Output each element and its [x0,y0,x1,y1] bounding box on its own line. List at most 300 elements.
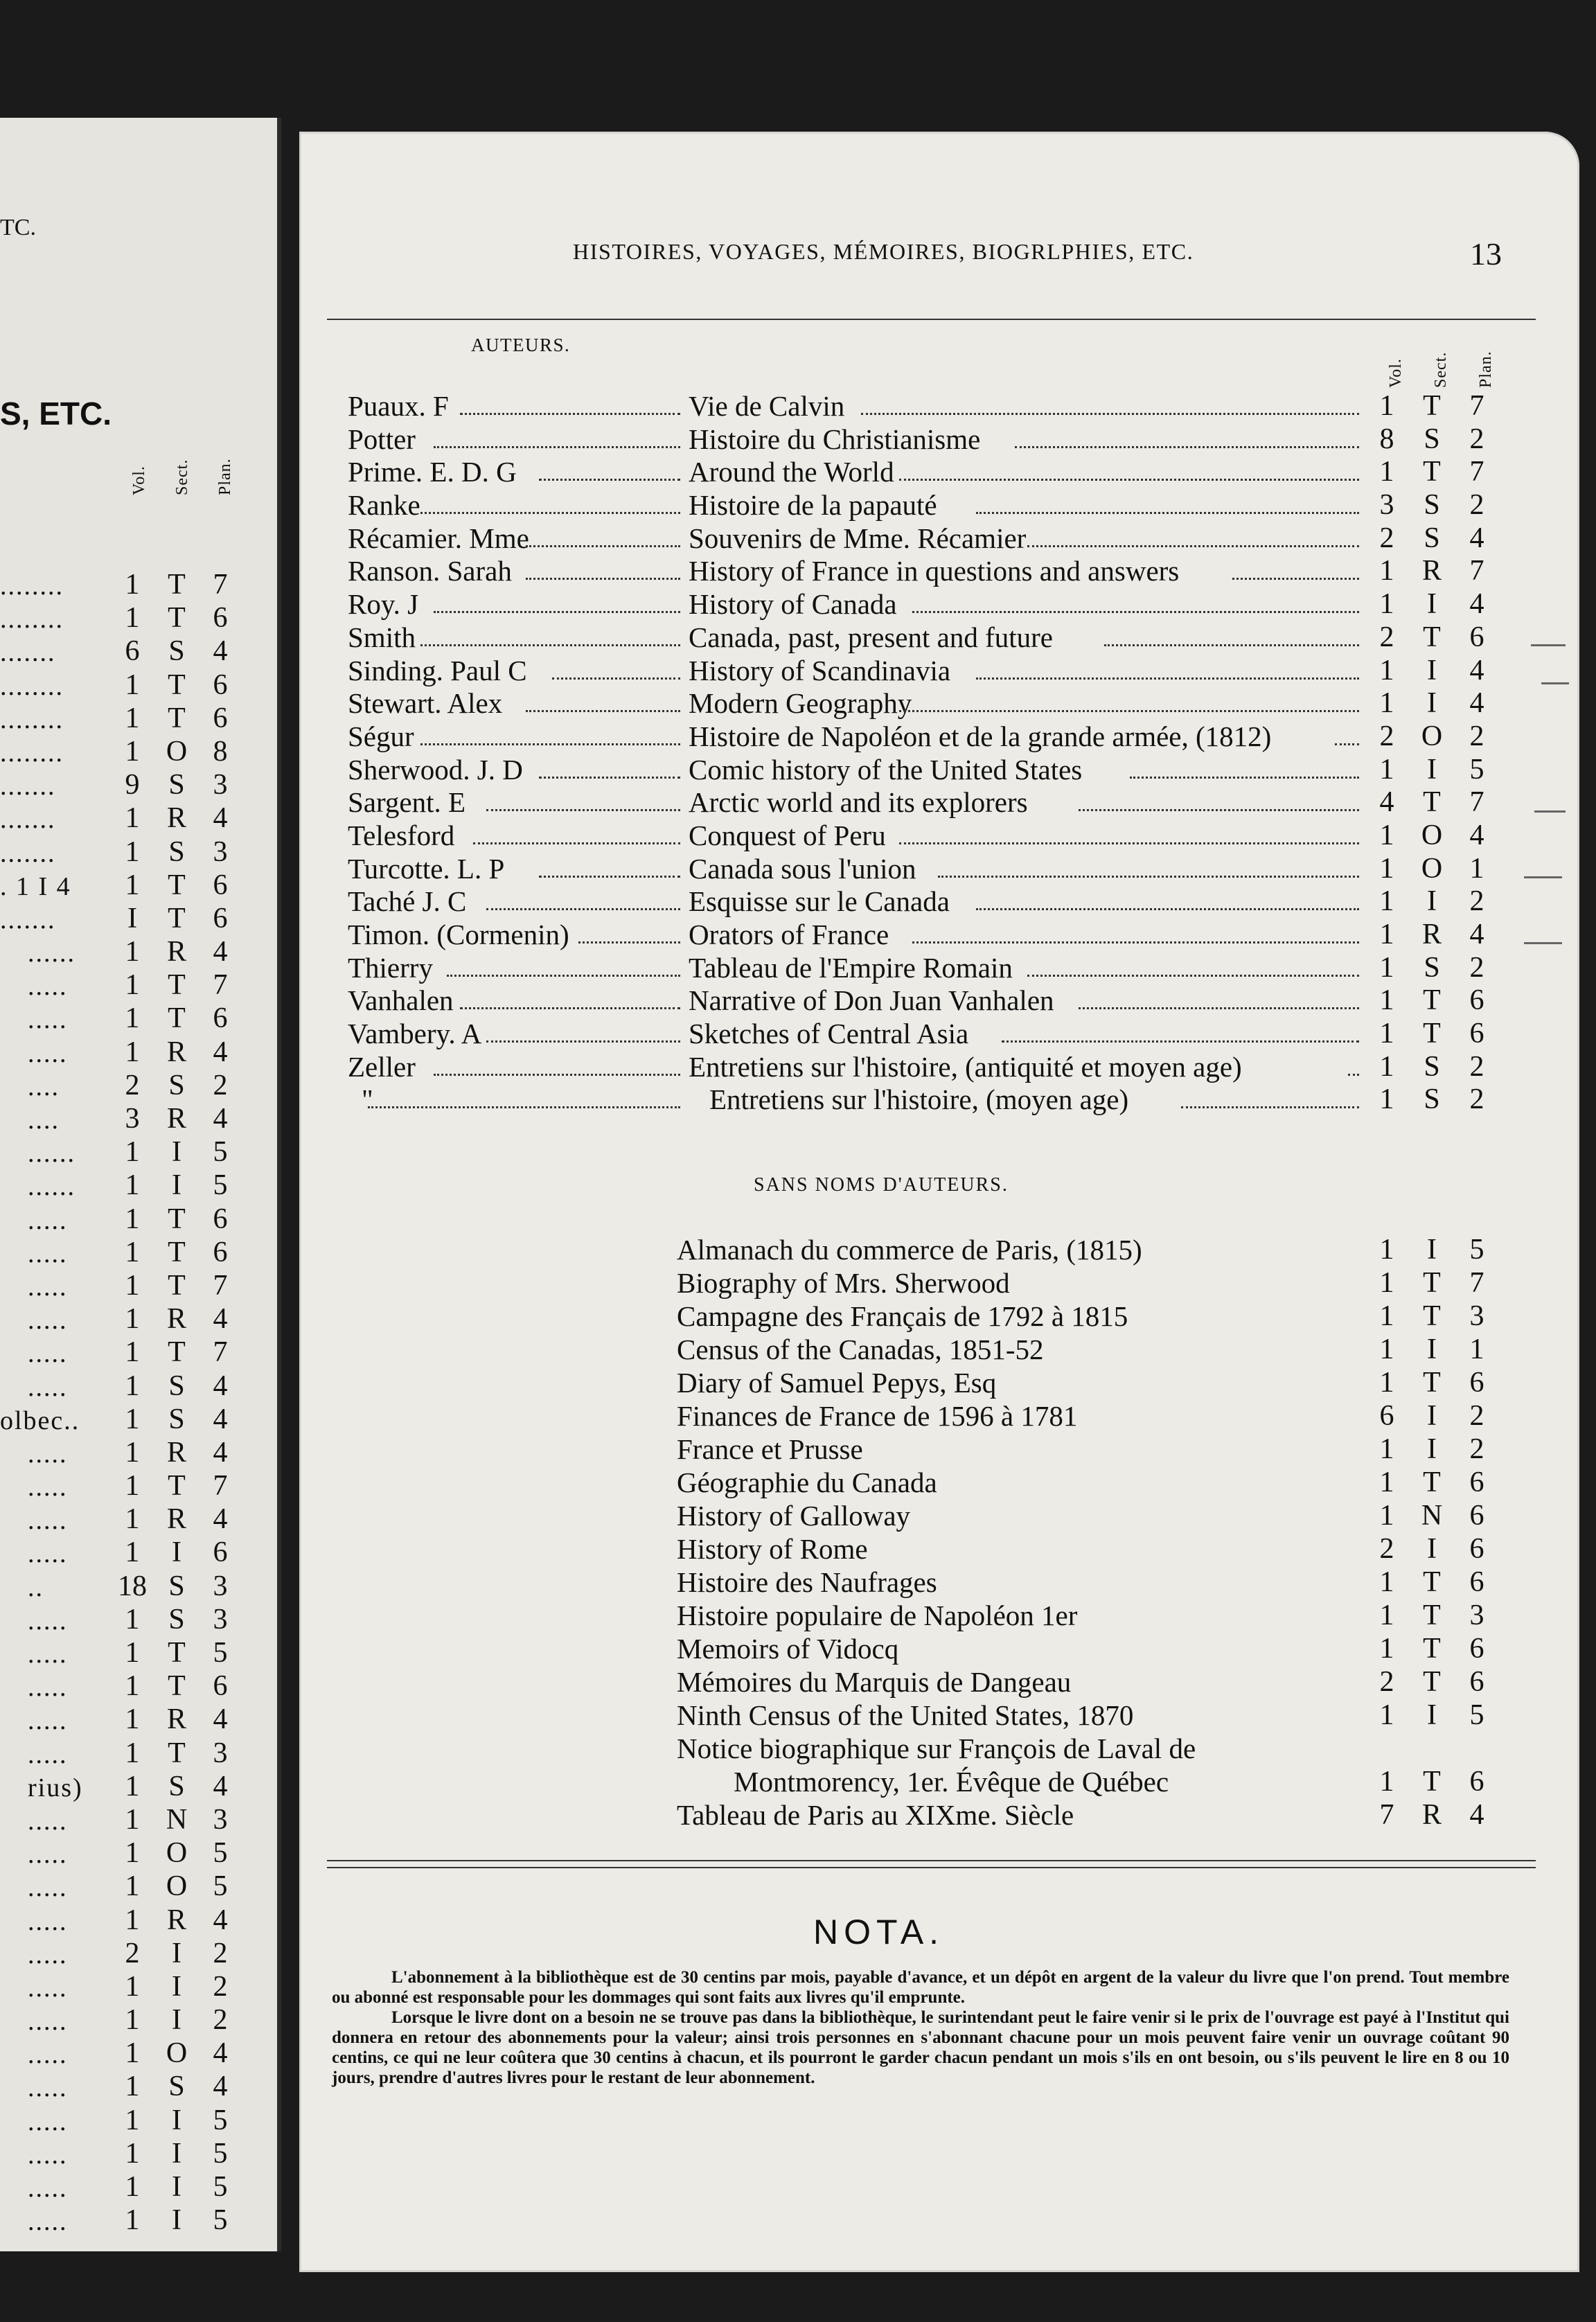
book-title: Census of the Canadas, 1851-52 [677,1333,1044,1365]
left-row-sect: O [166,1870,188,1903]
left-row-vol: 1 [125,2171,140,2203]
left-table-row [0,1970,277,2003]
anonymous-row-sect: T [1423,1466,1441,1498]
left-row-lead: ..... [28,1506,68,1536]
book-title: Notice biographique sur François de Laval de [677,1732,1196,1764]
left-row-sect: T [168,1002,186,1035]
left-row-plan: 4 [213,802,228,835]
dot-leader [1130,763,1359,779]
left-row-plan: 4 [213,635,228,668]
author-row-plan: 4 [1469,654,1484,686]
author-row-vol: 1 [1379,885,1394,918]
left-row-lead: ....... [0,772,56,801]
left-table-row [0,601,277,635]
author-row-plan: 4 [1469,687,1484,720]
anonymous-row [677,1632,1543,1665]
author-row-sect: T [1423,984,1441,1017]
left-row-vol: 1 [125,1536,140,1569]
left-row-vol: 1 [125,1770,140,1802]
anonymous-row-sect: I [1427,1533,1437,1565]
left-row-vol: 1 [125,668,140,701]
author-row-plan: 7 [1469,456,1484,488]
author-row-vol: 2 [1379,621,1394,653]
anonymous-row-plan: 3 [1469,1599,1484,1631]
left-row-sect: T [168,1470,186,1503]
left-row-vol: 18 [118,1570,147,1602]
dot-leader [1104,630,1359,646]
anonymous-row-sect: T [1423,1566,1441,1598]
left-row-sect: S [168,1069,185,1101]
anonymous-row-sect: R [1421,1799,1442,1831]
anonymous-row-vol: 1 [1379,1367,1394,1399]
author-name: Ségur [348,720,414,752]
anonymous-row-vol: 1 [1379,1333,1394,1365]
author-row-sect: I [1427,687,1437,720]
left-row-sect: I [172,2204,181,2237]
left-row-plan: 7 [213,1336,228,1369]
dot-leader [976,894,1359,910]
left-row-lead: ..... [28,1739,68,1769]
author-row-sect: T [1423,1018,1441,1050]
left-row-sect: I [172,1169,181,1202]
anonymous-row-sect: I [1427,1333,1437,1365]
author-row-plan: 1 [1469,852,1484,885]
left-table-row [0,902,277,935]
left-table-row [0,1770,277,1803]
left-row-plan: 5 [213,2204,228,2237]
anonymous-row-plan: 6 [1469,1766,1484,1798]
left-row-lead: ..... [28,1840,68,1870]
left-row-sect: T [168,1269,186,1302]
left-table-row [0,1503,277,1536]
author-row-vol: 1 [1379,456,1394,488]
left-table-row [0,1269,277,1302]
left-row-sect: R [166,1436,186,1469]
author-row-plan: 2 [1469,423,1484,455]
running-head: HISTOIRES, VOYAGES, MÉMOIRES, BIOGRLPHIES, ETC. [573,239,1194,264]
left-row-vol: 1 [125,2037,140,2070]
author-row-vol: 8 [1379,423,1394,455]
author-row-plan: 7 [1469,555,1484,587]
dot-leader [899,465,1359,481]
anonymous-row-plan: 2 [1469,1433,1484,1465]
left-row-lead: ..... [28,1940,68,1969]
left-row-vol: 1 [125,2104,140,2136]
author-name: Récamier. Mme [348,522,529,554]
left-row-sect: I [172,1536,181,1569]
author-row-plan: 7 [1469,786,1484,819]
left-row-vol: 9 [125,769,140,801]
dot-leader [1348,1060,1360,1076]
left-row-sect: T [168,1637,186,1669]
left-row-sect: I [172,2004,181,2037]
dot-leader [938,862,1360,878]
author-row-vol: 1 [1379,951,1394,984]
left-table-row [0,935,277,968]
author-row-sect: I [1427,588,1437,621]
dot-leader [539,763,680,779]
left-row-plan: 3 [213,1570,228,1602]
dot-leader [912,597,1360,613]
left-row-vol: 1 [125,1436,140,1469]
left-facing-page [0,118,281,2251]
left-col-plan-header: Plan. [216,458,234,495]
left-row-lead: ..... [28,1973,68,2003]
left-row-lead: ...... [28,1172,76,1202]
author-row-plan: 4 [1469,919,1484,950]
anonymous-row-vol: 1 [1379,1300,1394,1332]
left-row-plan: 5 [213,2137,228,2170]
left-table-row [0,1169,277,1202]
author-row [348,389,1525,423]
left-row-lead: ..... [28,1539,68,1569]
anonymous-row [677,1499,1543,1532]
author-name: Sinding. Paul C [348,654,527,686]
anonymous-row [677,1566,1543,1599]
left-row-plan: 6 [213,702,228,734]
author-name: Turcotte. L. P [348,852,505,885]
left-row-lead: ..... [28,1372,68,1402]
book-title: Histoire des Naufrages [677,1566,937,1598]
left-row-lead: ..... [28,1239,68,1268]
left-row-lead: ..... [28,972,68,1002]
author-name: Thierry [348,951,433,984]
left-row-sect: N [166,1803,188,1836]
book-title: Around the World [689,456,894,488]
left-row-lead: ........ [0,571,64,601]
left-row-lead: ........ [0,738,64,768]
book-title: Souvenirs de Mme. Récamier [689,522,1027,554]
left-row-lead: ....... [0,838,56,868]
left-table-row [0,1469,277,1503]
anonymous-row-vol: 2 [1379,1666,1394,1698]
dot-leader [1335,729,1359,745]
book-title: Diary of Samuel Pepys, Esq [677,1367,997,1399]
dot-leader [1002,1027,1359,1043]
left-row-plan: 4 [213,936,228,968]
dot-leader [526,564,680,580]
left-row-plan: 3 [213,835,228,868]
anonymous-row-plan: 6 [1469,1666,1484,1698]
book-title: Géographie du Canada [677,1466,937,1498]
left-col-vol-header: Vol. [130,466,148,495]
author-row-sect: S [1424,951,1440,984]
author-row-vol: 4 [1379,786,1394,819]
author-row-vol: 1 [1379,1050,1394,1083]
author-name: Sargent. E [348,786,466,819]
anonymous-row [677,1366,1543,1399]
anonymous-row-sect: T [1423,1267,1441,1299]
author-row [348,554,1525,587]
left-row-sect: S [168,1370,185,1402]
margin-mark [1541,682,1569,684]
anonymous-row-sect: T [1423,1367,1441,1399]
left-table-row [0,1737,277,1770]
author-row [348,686,1525,720]
anonymous-row-plan: 6 [1469,1633,1484,1665]
dot-leader [912,928,1360,943]
left-catalog-rows [0,568,277,2237]
left-row-plan: 6 [213,869,228,901]
author-row-plan: 2 [1469,720,1484,752]
left-row-vol: 1 [125,1637,140,1669]
left-row-sect: T [168,668,186,701]
book-title: Canada sous l'union [689,852,916,885]
author-row-sect: R [1421,555,1442,587]
left-row-lead: ..... [28,1439,68,1469]
left-row-plan: 7 [213,969,228,1002]
nota-rule-bottom [327,1867,1536,1868]
author-row-vol: 1 [1379,654,1394,686]
left-row-lead: ....... [0,805,56,835]
anonymous-row-plan: 6 [1469,1367,1484,1399]
left-table-row [0,1436,277,1469]
anonymous-row-plan: 5 [1469,1699,1484,1731]
left-row-plan: 4 [213,1436,228,1469]
author-row-vol: 1 [1379,919,1394,950]
dot-leader [539,862,680,878]
book-title: History of Rome [677,1533,868,1565]
book-title-continued: Montmorency, 1er. Évêque de Québec [734,1766,1169,1798]
anonymous-row-sect: T [1423,1666,1441,1698]
left-table-row [0,1836,277,1870]
left-col-sect-header: Sect. [173,459,191,495]
author-row-vol: 1 [1379,555,1394,587]
left-table-row [0,1302,277,1336]
left-row-lead: ..... [28,1873,68,1903]
left-row-vol: 1 [125,1603,140,1636]
book-title: Modern Geography [689,687,912,720]
dot-leader [1181,1092,1359,1108]
left-row-sect: T [168,869,186,901]
book-title: Finances de France de 1596 à 1781 [677,1400,1078,1432]
author-row [348,455,1525,488]
left-table-row [0,668,277,702]
left-row-sect: O [166,2037,188,2070]
left-row-lead: ...... [28,1139,76,1169]
left-row-sect: S [168,635,185,668]
left-row-plan: 2 [213,1970,228,2003]
anonymous-row [677,1333,1543,1366]
left-row-plan: 6 [213,602,228,635]
anonymous-row-sect: I [1427,1699,1437,1731]
left-row-vol: 1 [125,1703,140,1736]
left-row-plan: 2 [213,2004,228,2037]
author-row-sect: I [1427,885,1437,918]
left-row-lead: .. [28,1572,44,1602]
left-row-vol: 1 [125,835,140,868]
author-row-sect: R [1421,919,1442,950]
left-table-row [0,1870,277,1903]
authors-table [348,389,1525,1116]
author-row-sect: I [1427,753,1437,786]
anonymous-row-vol: 1 [1379,1599,1394,1631]
nota-heading: NOTA. [813,1913,945,1951]
anonymous-row-vol: 1 [1379,1699,1394,1731]
author-row-sect: S [1424,1050,1440,1083]
left-table-row [0,1703,277,1736]
left-row-plan: 4 [213,1403,228,1435]
author-row [348,984,1525,1017]
left-row-lead: olbec.. [0,1406,80,1435]
left-table-row [0,768,277,801]
left-table-row [0,702,277,735]
left-row-plan: 5 [213,1637,228,1669]
left-row-lead: . 1 I 4 [0,871,71,901]
left-row-vol: 1 [125,802,140,835]
left-row-sect: T [168,569,186,601]
margin-mark [1531,644,1566,646]
anonymous-row-sect: T [1423,1766,1441,1798]
author-row-plan: 5 [1469,753,1484,786]
left-row-lead: ..... [28,2107,68,2136]
left-row-lead: rius) [28,1773,83,1802]
book-title: Esquisse sur le Canada [689,885,950,918]
left-row-lead: ..... [28,1205,68,1235]
nota-text [332,1967,1509,2088]
left-row-plan: 6 [213,1203,228,1235]
anonymous-row [677,1300,1543,1333]
book-title: Mémoires du Marquis de Dangeau [677,1666,1072,1698]
anonymous-row-sect: N [1421,1500,1443,1532]
left-table-row [0,1937,277,1970]
margin-mark [1534,810,1566,813]
author-name: Smith [348,621,416,653]
author-row-plan: 7 [1469,390,1484,422]
left-row-plan: 5 [213,1837,228,1870]
anonymous-row-vol: 2 [1379,1533,1394,1565]
author-name: Zeller [348,1050,416,1083]
anonymous-row-vol: 7 [1379,1799,1394,1831]
author-name: Sherwood. J. D [348,753,523,786]
author-row-vol: 1 [1379,1083,1394,1116]
left-row-vol: 1 [125,2137,140,2170]
anonymous-row-vol: 1 [1379,1267,1394,1299]
left-row-plan: 3 [213,1737,228,1769]
dot-leader [420,498,680,514]
left-table-row [0,835,277,869]
left-table-row [0,1203,277,1236]
author-row-sect: S [1424,1083,1440,1116]
left-row-plan: 4 [213,1303,228,1336]
left-row-sect: S [168,1603,185,1636]
anonymous-row-vol: 1 [1379,1234,1394,1266]
left-row-plan: 5 [213,2171,228,2203]
anonymous-row-sect: T [1423,1599,1441,1631]
book-title: Histoire de Napoléon et de la grande armée, (1812) [689,720,1272,752]
book-title: Tableau de l'Empire Romain [689,951,1013,984]
dot-leader [976,664,1359,680]
author-row-sect: T [1423,786,1441,819]
anonymous-row [677,1532,1543,1566]
left-row-lead: ........ [0,671,64,701]
author-row-vol: 1 [1379,753,1394,786]
author-row [348,423,1525,456]
anonymous-row-sect: I [1427,1433,1437,1465]
left-row-sect: R [166,936,186,968]
left-row-sect: I [172,1937,181,1969]
author-row-plan: 2 [1469,1050,1484,1083]
dot-leader [976,498,1359,514]
author-row-sect: I [1427,654,1437,686]
author-row-plan: 4 [1469,588,1484,621]
anonymous-row [677,1466,1543,1499]
book-title: Histoire du Christianisme [689,423,981,455]
book-title: Entretiens sur l'histoire, (moyen age) [709,1083,1129,1116]
left-table-row [0,1403,277,1436]
author-row-plan: 6 [1469,984,1484,1017]
author-row-sect: S [1424,423,1440,455]
left-table-row [0,869,277,902]
left-table-row [0,1636,277,1669]
dot-leader [861,399,1360,415]
author-row [348,753,1525,786]
dot-leader [486,795,680,811]
dot-leader [1027,531,1359,547]
left-row-lead: ..... [28,2174,68,2203]
dot-leader [420,630,680,646]
left-row-lead: ..... [28,1473,68,1503]
dot-leader [1027,961,1359,977]
anonymous-row-vol: 1 [1379,1633,1394,1665]
author-row [348,654,1525,687]
left-row-vol: 1 [125,1870,140,1903]
left-row-sect: T [168,602,186,635]
left-row-lead: ..... [28,2007,68,2037]
author-name: Timon. (Cormenin) [348,919,569,950]
left-row-plan: 4 [213,1370,228,1402]
book-title: Sketches of Central Asia [689,1018,969,1050]
author-row-vol: 1 [1379,852,1394,885]
left-row-lead: ..... [28,1640,68,1669]
left-row-vol: 1 [125,1236,140,1268]
left-row-vol: 1 [125,2004,140,2037]
anonymous-row-plan: 2 [1469,1400,1484,1432]
left-row-sect: S [168,1570,185,1602]
author-row-sect: O [1421,720,1443,752]
author-row [348,1017,1525,1050]
left-row-lead: ........ [0,605,64,635]
left-table-row [0,1803,277,1836]
left-row-vol: I [127,902,137,934]
left-row-plan: 2 [213,1937,228,1969]
left-row-vol: 1 [125,936,140,968]
author-row [348,587,1525,621]
left-row-lead: .... [28,1106,60,1135]
left-row-plan: 6 [213,1236,228,1268]
left-row-plan: 6 [213,1536,228,1569]
anonymous-row-plan: 7 [1469,1267,1484,1299]
left-table-row [0,1036,277,1069]
author-row-vol: 3 [1379,489,1394,522]
left-table-row [0,635,277,668]
left-row-vol: 1 [125,1403,140,1435]
left-row-lead: ..... [28,1806,68,1836]
left-row-lead: ..... [28,1038,68,1068]
book-title: France et Prusse [677,1433,863,1465]
left-table-row [0,2170,277,2204]
author-row-plan: 4 [1469,522,1484,554]
anonymous-table [677,1233,1543,1832]
left-row-vol: 1 [125,1336,140,1369]
book-title: Orators of France [689,919,889,950]
dot-leader [420,729,680,745]
author-row [348,621,1525,654]
dot-leader [473,828,680,844]
left-row-plan: 4 [213,1036,228,1068]
left-row-sect: S [168,1403,185,1435]
anonymous-row-sect: I [1427,1400,1437,1432]
